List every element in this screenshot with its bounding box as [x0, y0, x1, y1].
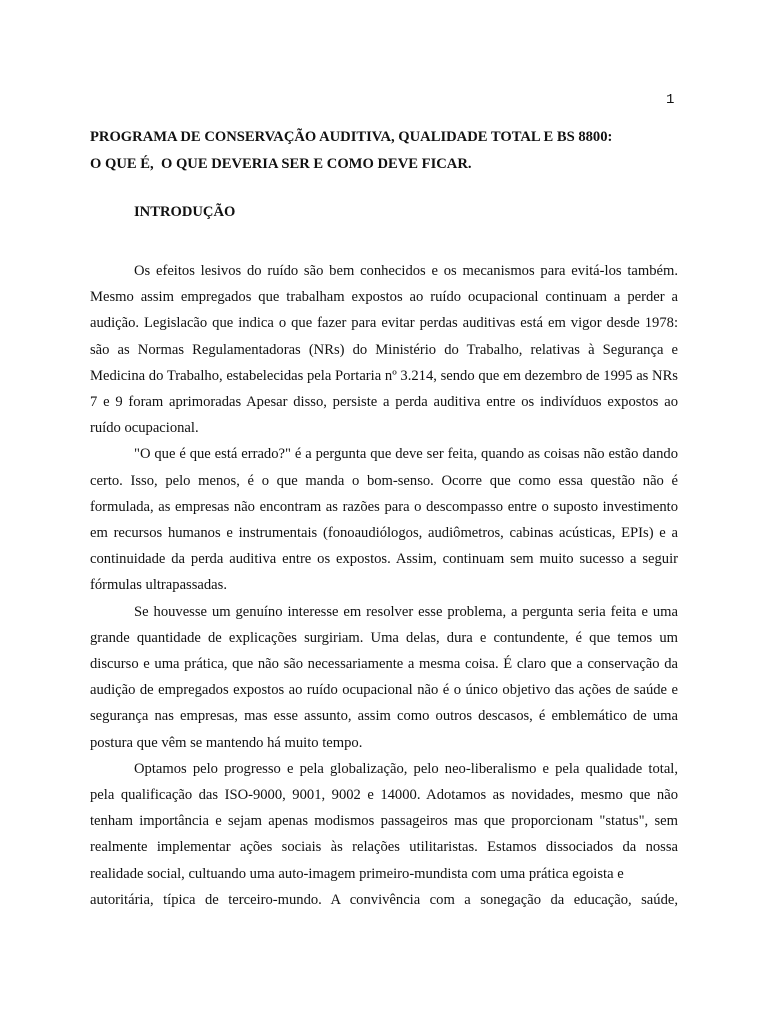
title-line-2: O QUE É, O QUE DEVERIA SER E COMO DEVE FICAR. — [90, 156, 472, 172]
page-number: 1 — [666, 92, 675, 108]
title-line-1: PROGRAMA DE CONSERVAÇÃO AUDITIVA, QUALIDADE TOTAL E BS 8800: — [90, 129, 613, 145]
section-heading: INTRODUÇÃO — [134, 204, 236, 220]
paragraph-3: Se houvesse um genuíno interesse em resolver esse problema, a pergunta seria feita e uma grande quantidade de explicações surgiriam. Uma delas, dura e contundente, é que temos um discurso e uma prática, que não são necessariamente a mesma coisa. É claro que a conservação da audição de empregados expostos ao ruído ocupacional não é o único objetivo das ações de saúde e segurança nas empresas, mas esse assunto, assim como outros descasos, é emblemático de uma postura que vêm se mantendo há muito tempo. — [90, 603, 678, 751]
paragraph-1: Os efeitos lesivos do ruído são bem conhecidos e os mecanismos para evitá-los também. Mesmo assim empregados que trabalham expostos ao ruído ocupacional continuam a perder a audição. Legislacão que indica o que fazer para evitar perdas auditivas está em vigor desde 1978: são as Normas Regulamentadoras (NRs) do Ministério do Trabalho, relativas à Segurança e Medicina do Trabalho, estabelecidas pela Portaria nº 3.214, sendo que em dezembro de 1995 as NRs 7 e 9 foram aprimoradas Apesar disso, persiste a perda auditiva entre os indivíduos expostos ao ruído ocupacional. — [90, 263, 678, 437]
body-text — [90, 258, 678, 913]
document-title — [90, 124, 690, 178]
paragraph-2: "O que é que está errado?" é a pergunta que deve ser feita, quando as coisas não estão dando certo. Isso, pelo menos, é o que manda o bom-senso. Ocorre que como essa questão não é formulada, as empresas não encontram as razões para o descompasso entre o suposto investimento em recursos humanos e instrumentais (fonoaudiólogos, audiômetros, cabinas acústicas, EPIs) e a continuidade da perda auditiva entre os expostos. Assim, continuam sem muito sucesso a seguir fórmulas ultrapassadas. — [90, 446, 678, 594]
paragraph-4: Optamos pelo progresso e pela globalização, pelo neo-liberalismo e pela qualidade total, pela qualificação das ISO-9000, 9001, 9002 e 14000. Adotamos as novidades, mesmo que não tenham importância e sejam apenas modismos passageiros mas que proporcionam "status", sem realmente implementar ações sociais às relações utilitaristas. Estamos dissociados da nossa realidade social, cultuando uma auto-imagem primeiro-mundista com uma prática egoista e — [90, 760, 678, 882]
paragraph-4-continuation: autoritária, típica de terceiro-mundo. A convivência com a sonegação da educação, saúde, — [90, 891, 678, 908]
